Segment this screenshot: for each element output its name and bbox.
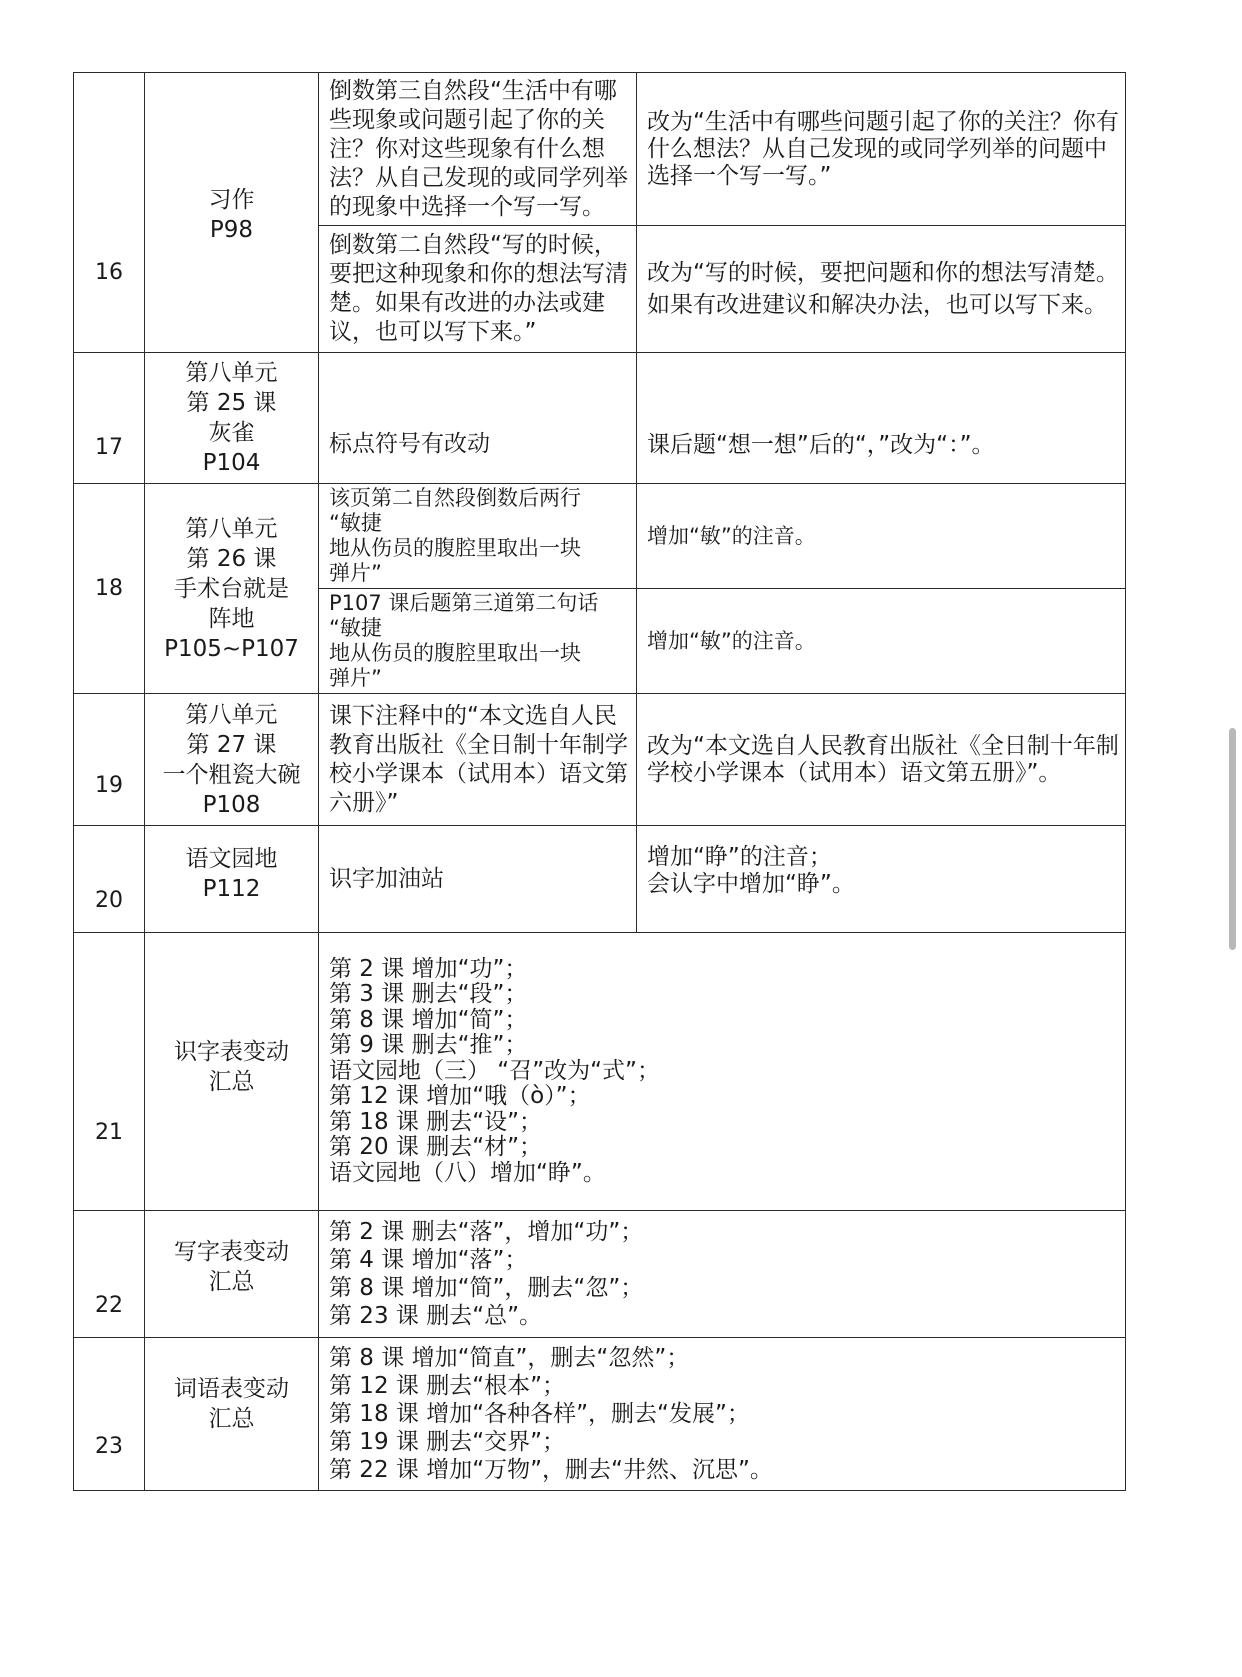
table-row [74, 826, 1126, 933]
lesson-label: 语文园地 P112 [185, 846, 278, 902]
change-summary-text: 第 8 课 增加“简直”，删去“忽然”； 第 12 课 删去“根本”； 第 18 课 增加“各种各样”，删去“发展”； 第 19 课 删去“交界”； 第 22 课 增加“万物”，删去“井然、沉思”。 [329, 1345, 773, 1483]
revised-text: 增加“敏”的注音。 [647, 628, 816, 653]
revised-text: 改为“本文选自人民教育出版社《全日制十年制学校小学课本（试用本）语文第五册》”。 [647, 732, 1119, 786]
row-number: 23 [95, 1434, 123, 1459]
lesson-cell [145, 694, 319, 826]
revised-text-cell [637, 826, 1126, 933]
revised-text-cell [637, 694, 1126, 826]
original-text: 倒数第二自然段“写的时候，要把这种现象和你的想法写清楚。如果有改进的办法或建议，也可以写下来。” [329, 232, 628, 345]
lesson-label: 习作 P98 [208, 187, 255, 243]
lesson-label: 词语表变动 汇总 [174, 1376, 289, 1432]
original-text: P107 课后题第三道第二句话 “敏捷 地从伤员的腹腔里取出一块 弹片” [329, 591, 599, 690]
original-text-cell [319, 484, 637, 589]
original-text-cell [319, 694, 637, 826]
row-number: 21 [95, 1120, 123, 1145]
lesson-cell [145, 1211, 319, 1338]
original-text-cell [319, 826, 637, 933]
revised-text-cell [637, 484, 1126, 589]
revised-text: 改为“写的时候，要把问题和你的想法写清楚。如果有改进建议和解决办法，也可以写下来。 [647, 260, 1119, 318]
change-summary-cell [319, 1338, 1126, 1491]
original-text: 识字加油站 [329, 865, 444, 892]
row-number: 22 [95, 1293, 123, 1318]
original-text: 课下注释中的“本文选自人民教育出版社《全日制十年制学校小学课本（试用本）语文第六册》” [329, 702, 628, 816]
row-number: 17 [95, 435, 123, 460]
table-row [74, 73, 1126, 226]
change-summary-cell [319, 1211, 1126, 1338]
lesson-cell [145, 484, 319, 694]
original-text: 倒数第三自然段“生活中有哪些现象或问题引起了你的关注？你对这些现象有什么想法？从自己发现的或同学列举的现象中选择一个写一写。 [329, 77, 628, 220]
original-text-cell [319, 226, 637, 353]
row-number: 19 [95, 773, 123, 798]
table-row [74, 1338, 1126, 1491]
original-text-cell [319, 589, 637, 694]
row-number-cell [74, 353, 145, 484]
revised-text-cell [637, 73, 1126, 226]
revised-text: 改为“生活中有哪些问题引起了你的关注？你有什么想法？从自己发现的或同学列举的问题中选择一个写一写。” [647, 108, 1119, 189]
textbook-revision-table [73, 72, 1126, 1491]
row-number: 18 [95, 576, 123, 601]
table-row [74, 933, 1126, 1211]
lesson-cell [145, 826, 319, 933]
row-number-cell [74, 826, 145, 933]
revised-text: 课后题“想一想”后的“，”改为“：”。 [647, 432, 995, 458]
change-summary-text: 第 2 课 删去“落”，增加“功”； 第 4 课 增加“落”； 第 8 课 增加“简”，删去“忽”； 第 23 课 删去“总”。 [329, 1219, 644, 1329]
row-number-cell [74, 694, 145, 826]
lesson-label: 第八单元 第 27 课 一个粗瓷大碗 P108 [162, 701, 301, 818]
lesson-label: 识字表变动 汇总 [174, 1039, 289, 1095]
lesson-cell [145, 933, 319, 1211]
table-row [74, 1211, 1126, 1338]
lesson-label: 第八单元 第 25 课 灰雀 P104 [185, 360, 278, 476]
original-text-cell [319, 353, 637, 484]
table-row [74, 694, 1126, 826]
table-row [74, 484, 1126, 589]
lesson-cell [145, 353, 319, 484]
lesson-cell [145, 1338, 319, 1491]
row-number-cell [74, 1211, 145, 1338]
row-number-cell [74, 73, 145, 353]
row-number: 16 [95, 260, 123, 285]
revised-text-cell [637, 589, 1126, 694]
lesson-label: 写字表变动 汇总 [174, 1239, 289, 1295]
revised-text: 增加“敏”的注音。 [647, 523, 816, 548]
table-row [74, 353, 1126, 484]
revised-text-cell [637, 226, 1126, 353]
original-text: 该页第二自然段倒数后两行 “敏捷 地从伤员的腹腔里取出一块 弹片” [329, 486, 581, 585]
lesson-label: 第八单元 第 26 课 手术台就是 阵地 P105~P107 [164, 515, 299, 662]
row-number-cell [74, 933, 145, 1211]
original-text-cell [319, 73, 637, 226]
change-summary-text: 第 2 课 增加“功”； 第 3 课 删去“段”； 第 8 课 增加“简”； 第 9 课 删去“推”； 语文园地（三） “召”改为“式”； 第 12 课 增加“哦（ò）”； 第 18 课 删去“设”； 第 20 课 删去“材”； 语文园地（八）增加“睁”。 [329, 955, 660, 1186]
change-summary-cell [319, 933, 1126, 1211]
row-number-cell [74, 484, 145, 694]
row-number-cell [74, 1338, 145, 1491]
revised-text-cell [637, 353, 1126, 484]
revised-text: 增加“睁”的注音； 会认字中增加“睁”。 [647, 844, 855, 897]
original-text: 标点符号有改动 [329, 431, 490, 457]
lesson-cell [145, 73, 319, 353]
vertical-scrollbar[interactable] [1229, 728, 1236, 950]
row-number: 20 [95, 888, 123, 913]
